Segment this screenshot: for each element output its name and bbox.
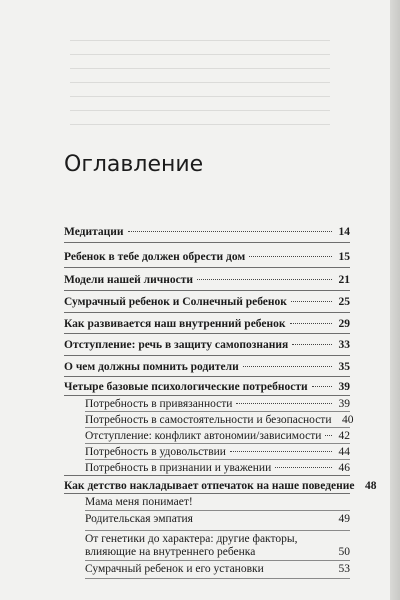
bleed-through-text [70, 40, 330, 138]
toc-entry-label: Как детство накладывает отпечаток на наше поведение [64, 480, 355, 492]
entry-divider [85, 427, 350, 428]
toc-entry [64, 225, 350, 239]
toc-entry [64, 317, 350, 331]
toc-entry-page: 14 [338, 226, 350, 238]
leader-dots [292, 344, 332, 345]
toc-entry-label: Потребность в самостоятельности и безопасности [85, 414, 332, 426]
entry-divider [64, 267, 350, 268]
toc-entry-page: 33 [338, 339, 350, 351]
entry-divider [64, 493, 350, 494]
toc-entry-label: Четыре базовые психологические потребности [64, 381, 308, 393]
entry-divider [64, 242, 350, 243]
toc-entry-label: О чем должны помнить родители [64, 361, 239, 373]
toc-entry-label: Медитации [64, 226, 124, 238]
toc-subentry [85, 562, 350, 576]
toc-entry-page: 42 [338, 430, 350, 442]
toc-entry-label: Потребность в признании и уважении [85, 462, 272, 474]
leader-dots [236, 403, 332, 404]
toc-entry-page: 48 [364, 480, 377, 492]
toc-heading: Оглавление [64, 152, 204, 177]
toc-entry-label: Отступление: конфликт автономии/зависимости [85, 430, 322, 442]
entry-divider [64, 290, 350, 291]
leader-dots [291, 301, 332, 302]
leader-dots [325, 435, 332, 436]
toc-entry [64, 295, 350, 309]
toc-entry [64, 250, 350, 264]
toc-entry-page: 44 [338, 446, 350, 458]
entry-divider [85, 530, 350, 531]
toc-entry-label: От генетики до характера: другие факторы, [85, 533, 298, 545]
leader-dots [230, 451, 332, 452]
leader-dots [275, 467, 332, 468]
leader-dots [128, 231, 332, 232]
entry-divider [85, 459, 350, 460]
toc-subentry [85, 532, 350, 546]
toc-entry-page: 53 [338, 563, 350, 575]
entry-divider [85, 578, 350, 579]
page-edge [390, 0, 400, 600]
toc-entry [64, 360, 350, 374]
toc-entry-label: Как развивается наш внутренний ребенок [64, 318, 286, 330]
toc-entry-label: Родительская эмпатия [85, 513, 193, 525]
entry-divider [64, 475, 350, 476]
toc-subentry [85, 512, 350, 526]
leader-dots [197, 279, 332, 280]
toc-subentry [85, 445, 350, 459]
entry-divider [64, 376, 350, 377]
leader-dots [243, 366, 332, 367]
toc-entry-page: 29 [338, 318, 350, 330]
toc-entry-page: 35 [338, 361, 350, 373]
toc-entry-page: 49 [338, 513, 350, 525]
toc-entry-page: 25 [338, 296, 350, 308]
toc-entry [64, 479, 377, 493]
toc-entry-page: 39 [338, 381, 350, 393]
toc-entry-page: 46 [338, 462, 350, 474]
toc-entry-label: Потребность в привязанности [85, 398, 233, 410]
toc-entry-page: 40 [341, 414, 354, 426]
toc-entry-label: Потребность в удовольствии [85, 446, 226, 458]
leader-dots [312, 386, 332, 387]
entry-divider [85, 411, 350, 412]
toc-subentry [85, 495, 350, 509]
toc-entry-label: влияющие на внутреннего ребенка [85, 546, 256, 558]
leader-dots [290, 323, 332, 324]
toc-entry-label: Сумрачный ребенок и Солнечный ребенок [64, 296, 287, 308]
toc-entry-page: 50 [338, 546, 350, 558]
toc-entry-label: Мама меня понимает! [85, 496, 193, 508]
toc-entry [64, 338, 350, 352]
toc-entry [64, 380, 350, 394]
toc-entry-label: Ребенок в тебе должен обрести дом [64, 251, 246, 263]
toc-entry-page: 21 [338, 274, 350, 286]
entry-divider [64, 333, 350, 334]
entry-divider [85, 560, 350, 561]
toc-subentry [85, 429, 350, 443]
toc-subentry [85, 461, 350, 475]
toc-entry-label: Отступление: речь в защиту самопознания [64, 339, 289, 351]
entry-divider [64, 355, 350, 356]
toc-subentry [85, 545, 350, 559]
toc-entry-label: Модели нашей личности [64, 274, 194, 286]
toc-entry-page: 39 [338, 398, 350, 410]
toc-subentry [85, 397, 350, 411]
toc-entry-page: 15 [338, 251, 350, 263]
entry-divider [64, 312, 350, 313]
toc-entry [64, 273, 350, 287]
toc-entry-label: Сумрачный ребенок и его установки [85, 563, 264, 575]
entry-divider [64, 395, 350, 396]
entry-divider [85, 443, 350, 444]
toc-subentry [85, 413, 354, 427]
leader-dots [249, 256, 332, 257]
entry-divider [85, 510, 350, 511]
